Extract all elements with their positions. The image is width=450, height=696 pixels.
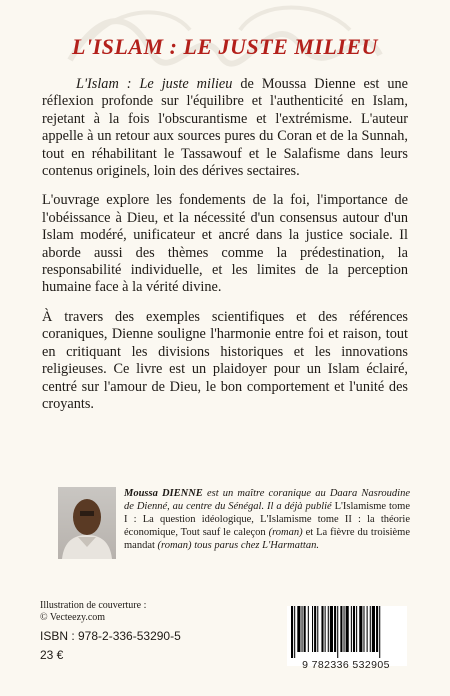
author-bio-end: tous parus chez L'Harmattan. (194, 540, 319, 551)
author-section (40, 487, 410, 557)
price: 23 € (40, 648, 64, 662)
author-genre-2: (roman) (154, 540, 195, 551)
cover-illustration-credit (40, 600, 146, 624)
credit-line-2: © Vecteezy.com (40, 612, 106, 623)
author-photo (58, 487, 116, 559)
author-genre-1: (roman) (265, 527, 306, 538)
author-bio-connector: et (305, 527, 317, 538)
credit-line-1: Illustration de couverture : (40, 600, 147, 611)
author-books-1: L'Islamisme tome I : La question idéologique, L'Islamisme tome II : la théorie économique, Tout sauf le caleçon (124, 501, 410, 538)
author-bio-part-1: est un maître coranique au Daara Nasroudine de Dienné, au centre du Sénégal. Il a déjà publié (124, 488, 410, 512)
summary-paragraph-2: L'ouvrage explore les fondements de la foi, l'importance de l'obéissance à Dieu, et la nécessité d'un consensus autour d'un Islam modéré, unificateur et ancré dans la justice sociale. Il aborde aussi des thèmes comme la prédestination, la responsabilité individuelle, et les limites de la perception humaine face à la vérité divine. (42, 192, 408, 296)
author-name: Moussa DIENNE (124, 488, 203, 499)
book-title: L'ISLAM : LE JUSTE MILIEU (72, 34, 378, 59)
book-title-inline: L'Islam : Le juste milieu (76, 76, 233, 92)
barcode-number: 9 782336 532905 (302, 659, 390, 671)
isbn: ISBN : 978-2-336-53290-5 (40, 629, 181, 643)
summary-paragraph-1 (42, 76, 408, 180)
author-bio (124, 487, 410, 552)
author-books-2: La fièvre du troisième mandat (124, 527, 411, 551)
barcode (287, 606, 407, 666)
back-cover-summary (42, 76, 408, 425)
summary-paragraph-3: À travers des exemples scientifiques et des références coraniques, Dienne souligne l'harmonie entre foi et raison, tout en critiquant les divisions historiques et les innovations religieuses. Ce livre est un plaidoyer pour un Islam éclairé, centré sur l'amour de Dieu, le bon comportement et l'unité des croyants. (42, 308, 408, 412)
paragraph-1-text: de Moussa Dienne est une réflexion profonde sur l'équilibre et l'authenticité en Islam, rejetant à la fois l'obscurantisme et l'extrémisme. L'auteur appelle à un retour aux sources pures du Coran et de la Sunnah, tout en réhabilitant le Tassawouf et le Salafisme dans leurs contenus originels, loin des dérives sectaires. (42, 76, 408, 180)
